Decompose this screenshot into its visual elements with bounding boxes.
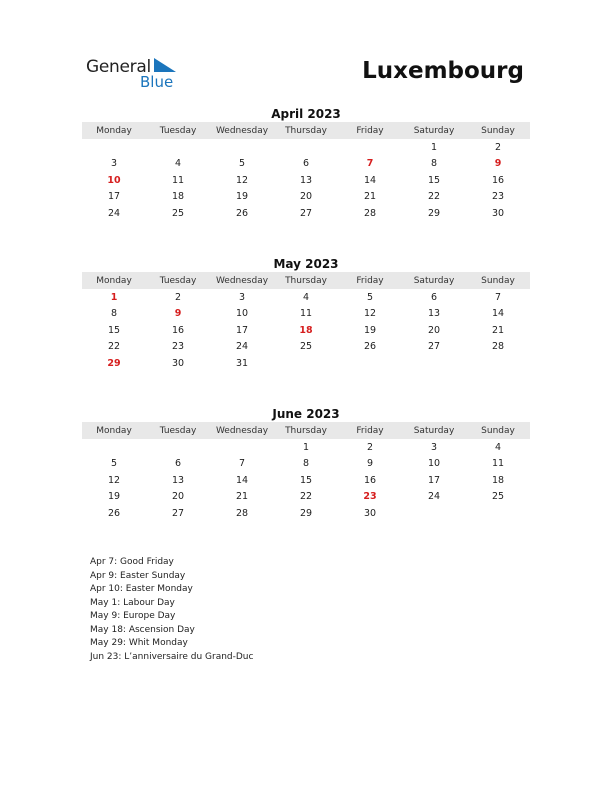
holiday-day-cell: 18 xyxy=(299,324,313,336)
day-cell: 21 xyxy=(491,324,505,336)
weekday-label: Tuesday xyxy=(159,275,197,286)
weekday-label: Monday xyxy=(96,425,132,436)
week-row xyxy=(82,505,530,522)
week-row xyxy=(82,156,530,173)
holiday-entry: May 1: Labour Day xyxy=(90,597,175,608)
day-cell: 17 xyxy=(107,191,121,203)
day-cell: 14 xyxy=(363,174,377,186)
day-cell: 2 xyxy=(174,291,182,303)
day-cell: 30 xyxy=(171,357,185,369)
week-row xyxy=(82,472,530,489)
week-row xyxy=(82,189,530,206)
day-cell: 27 xyxy=(427,341,441,353)
week-row xyxy=(82,172,530,189)
holiday-day-cell: 29 xyxy=(107,357,121,369)
day-cell: 13 xyxy=(299,174,313,186)
holiday-entry: May 18: Ascension Day xyxy=(90,624,195,635)
weekday-header-row xyxy=(82,122,530,139)
month-april xyxy=(82,106,530,222)
day-cell: 2 xyxy=(366,441,374,453)
week-row xyxy=(82,289,530,306)
holiday-day-cell: 9 xyxy=(174,308,182,320)
holiday-entry: May 29: Whit Monday xyxy=(90,638,188,648)
month-june xyxy=(82,406,530,522)
day-cell: 16 xyxy=(171,324,185,336)
day-cell: 8 xyxy=(430,158,438,170)
weekday-label: Wednesday xyxy=(215,125,269,136)
day-cell: 7 xyxy=(494,291,502,303)
weekday-label: Tuesday xyxy=(159,125,197,136)
day-cell: 27 xyxy=(171,507,185,519)
day-cell: 16 xyxy=(491,174,505,186)
day-cell: 20 xyxy=(427,324,441,336)
day-cell: 26 xyxy=(235,207,249,219)
logo-general-text: General xyxy=(86,57,151,77)
holiday-day-cell: 7 xyxy=(366,158,374,170)
day-cell: 6 xyxy=(302,158,310,170)
weekday-label: Wednesday xyxy=(215,425,269,436)
holiday-day-cell: 10 xyxy=(107,174,121,186)
week-row xyxy=(82,306,530,323)
day-cell: 3 xyxy=(430,441,438,453)
weekday-label: Tuesday xyxy=(159,425,197,436)
day-cell: 12 xyxy=(107,474,121,486)
day-cell: 10 xyxy=(235,308,249,320)
day-cell: 3 xyxy=(110,158,118,170)
day-cell: 20 xyxy=(171,491,185,503)
weekday-label: Saturday xyxy=(413,125,455,136)
day-cell: 18 xyxy=(171,191,185,203)
day-cell: 28 xyxy=(235,507,249,519)
day-cell: 2 xyxy=(494,141,502,153)
day-cell: 13 xyxy=(427,308,441,320)
day-cell: 5 xyxy=(110,458,118,470)
day-cell: 25 xyxy=(171,207,185,219)
day-cell: 7 xyxy=(238,458,246,470)
holiday-entry: Jun 23: L’anniversaire du Grand-Duc xyxy=(90,651,254,662)
day-cell: 22 xyxy=(299,491,313,503)
day-cell: 16 xyxy=(363,474,377,486)
day-cell: 15 xyxy=(107,324,121,336)
day-cell: 17 xyxy=(427,474,441,486)
day-cell: 15 xyxy=(427,174,441,186)
logo-blue-text: Blue xyxy=(140,73,174,91)
day-cell: 22 xyxy=(427,191,441,203)
day-cell: 26 xyxy=(107,507,121,519)
weekday-label: Friday xyxy=(356,125,384,136)
day-cell: 19 xyxy=(107,491,121,503)
week-row xyxy=(82,205,530,222)
day-cell: 24 xyxy=(427,491,441,503)
day-cell: 5 xyxy=(238,158,246,170)
day-cell: 21 xyxy=(363,191,377,203)
weekday-label: Friday xyxy=(356,425,384,436)
month-may xyxy=(82,256,530,372)
week-row xyxy=(82,355,530,372)
day-cell: 28 xyxy=(491,341,505,353)
holiday-entry: Apr 7: Good Friday xyxy=(90,557,174,567)
week-row xyxy=(82,489,530,506)
month-title: April 2023 xyxy=(271,107,341,121)
day-cell: 8 xyxy=(302,458,310,470)
holiday-entry: Apr 10: Easter Monday xyxy=(90,584,193,594)
day-cell: 1 xyxy=(430,141,438,153)
day-cell: 1 xyxy=(302,441,310,453)
weekday-label: Saturday xyxy=(413,425,455,436)
day-cell: 17 xyxy=(235,324,249,336)
weekday-label: Sunday xyxy=(481,125,515,136)
day-cell: 25 xyxy=(299,341,313,353)
holiday-entry: May 9: Europe Day xyxy=(90,611,176,621)
day-cell: 25 xyxy=(491,491,505,503)
day-cell: 22 xyxy=(107,341,121,353)
day-cell: 24 xyxy=(235,341,249,353)
month-title: May 2023 xyxy=(273,257,339,271)
day-cell: 30 xyxy=(363,507,377,519)
weekday-label: Sunday xyxy=(481,275,515,286)
day-cell: 6 xyxy=(174,458,182,470)
holiday-list xyxy=(90,556,253,664)
day-cell: 4 xyxy=(494,441,502,453)
day-cell: 6 xyxy=(430,291,438,303)
day-cell: 12 xyxy=(363,308,377,320)
day-cell: 23 xyxy=(171,341,185,353)
day-cell: 31 xyxy=(235,357,249,369)
brand-logo xyxy=(86,55,186,91)
day-cell: 10 xyxy=(427,458,441,470)
day-cell: 19 xyxy=(235,191,249,203)
day-cell: 29 xyxy=(427,207,441,219)
day-cell: 4 xyxy=(302,291,310,303)
holiday-day-cell: 23 xyxy=(363,491,377,503)
day-cell: 14 xyxy=(235,474,249,486)
day-cell: 19 xyxy=(363,324,377,336)
weekday-label: Thursday xyxy=(285,125,327,136)
day-cell: 11 xyxy=(491,458,505,470)
day-cell: 8 xyxy=(110,308,118,320)
day-cell: 11 xyxy=(299,308,313,320)
day-cell: 23 xyxy=(491,191,505,203)
day-cell: 12 xyxy=(235,174,249,186)
day-cell: 15 xyxy=(299,474,313,486)
day-cell: 14 xyxy=(491,308,505,320)
weekday-label: Sunday xyxy=(481,425,515,436)
weekday-label: Friday xyxy=(356,275,384,286)
day-cell: 11 xyxy=(171,174,185,186)
day-cell: 18 xyxy=(491,474,505,486)
week-row xyxy=(82,322,530,339)
logo-triangle-icon xyxy=(154,58,176,72)
weekday-label: Saturday xyxy=(413,275,455,286)
day-cell: 28 xyxy=(363,207,377,219)
country-title: Luxembourg xyxy=(362,58,524,84)
day-cell: 20 xyxy=(299,191,313,203)
day-cell: 27 xyxy=(299,207,313,219)
month-title: June 2023 xyxy=(272,407,340,421)
week-row xyxy=(82,139,530,156)
day-cell: 30 xyxy=(491,207,505,219)
weekday-label: Wednesday xyxy=(215,275,269,286)
weekday-label: Thursday xyxy=(285,275,327,286)
day-cell: 13 xyxy=(171,474,185,486)
day-cell: 26 xyxy=(363,341,377,353)
weekday-header-row xyxy=(82,272,530,289)
week-row xyxy=(82,339,530,356)
day-cell: 4 xyxy=(174,158,182,170)
holiday-day-cell: 9 xyxy=(494,158,502,170)
holiday-entry: Apr 9: Easter Sunday xyxy=(90,570,186,581)
holiday-day-cell: 1 xyxy=(110,291,118,303)
day-cell: 9 xyxy=(366,458,374,470)
weekday-header-row xyxy=(82,422,530,439)
day-cell: 5 xyxy=(366,291,374,303)
weekday-label: Thursday xyxy=(285,425,327,436)
weekday-label: Monday xyxy=(96,125,132,136)
day-cell: 3 xyxy=(238,291,246,303)
week-row xyxy=(82,439,530,456)
week-row xyxy=(82,456,530,473)
weekday-label: Monday xyxy=(96,275,132,286)
day-cell: 24 xyxy=(107,207,121,219)
day-cell: 29 xyxy=(299,507,313,519)
day-cell: 21 xyxy=(235,491,249,503)
